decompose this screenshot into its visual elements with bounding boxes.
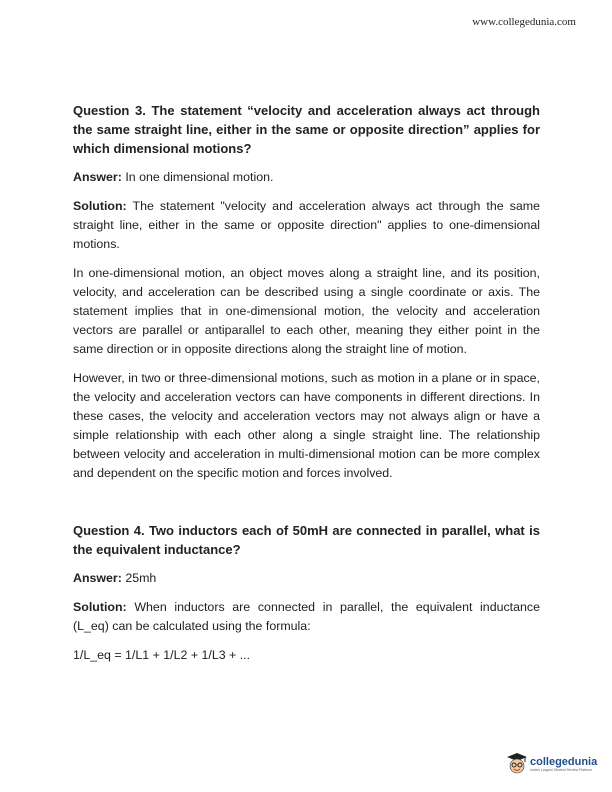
answer-text: 25mh (121, 571, 157, 585)
solution-label: Solution: (73, 199, 127, 213)
answer-label: Answer: (73, 170, 122, 184)
solution-text: When inductors are connected in parallel, the equivalent inductance (L_eq) can be calculated using the formula: (73, 600, 540, 633)
answer-4 (73, 569, 540, 588)
formula: 1/L_eq = 1/L1 + 1/L2 + 1/L3 + ... (73, 648, 251, 662)
solution-4 (73, 598, 540, 636)
collegedunia-logo (506, 752, 597, 776)
document-body (73, 101, 540, 665)
solution-3 (73, 197, 540, 254)
solution-text: The statement "velocity and acceleration always act through the same straight line, either in the same or opposite direction" applies to one-dimensional motions. (73, 199, 540, 251)
answer-text: In one dimensional motion. (121, 170, 274, 184)
paragraph: However, in two or three-dimensional motions, such as motion in a plane or in space, the velocity and acceleration vectors can have components in different directions. In these cases, the velocity and acceleration vectors may not always align or have a simple relationship with each other along a single straight line. The relationship between velocity and acceleration in multi-dimensional motion can be more complex and dependent on the specific motion and forces involved. (73, 371, 540, 480)
paragraph: In one-dimensional motion, an object moves along a straight line, and its position, velocity, and acceleration can be described using a single coordinate or axis. The statement implies that in one-dimensional motion, the velocity and acceleration vectors are parallel or antiparallel to each other, meaning they either point in the same direction or in opposite directions along the straight line of motion. (73, 266, 540, 356)
answer-label: Answer: (73, 571, 122, 585)
logo-tagline: India's Largest Student Review Platform (530, 767, 593, 772)
site-url: www.collegedunia.com (472, 16, 576, 28)
logo-wordmark: collegedunia (530, 755, 598, 768)
student-mascot-icon (506, 752, 528, 776)
question-4: Question 4. Two inductors each of 50mH are connected in parallel, what is the equivalent inductance? (73, 523, 540, 557)
solution-label: Solution: (73, 600, 127, 614)
question-3: Question 3. The statement “velocity and acceleration always act through the same straight line, either in the same or opposite direction” applies for which dimensional motions? (73, 103, 540, 156)
answer-3 (73, 168, 540, 187)
